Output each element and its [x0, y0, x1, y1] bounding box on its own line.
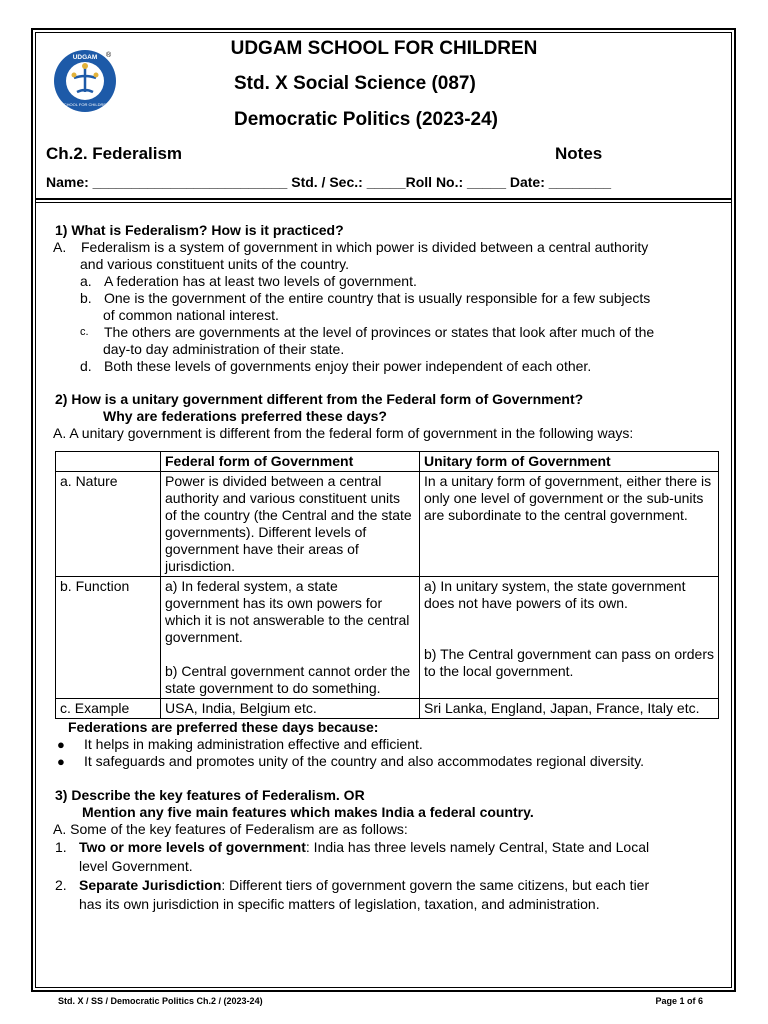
feature-marker: 2. — [55, 877, 67, 893]
cell-para: a) In federal system, a state government has its own powers for which it is not answerable to the central government. — [165, 578, 410, 645]
answer-2: A. A unitary government is different from the federal form of government in the following ways: — [53, 425, 634, 441]
logo-text-top: UDGAM — [72, 54, 98, 61]
bullet-text: It helps in making administration effective and efficient. — [84, 736, 423, 752]
subject-title: Std. X Social Science (087) — [234, 73, 476, 94]
answer-1-text: Federalism is a system of government in which power is divided between a central authority — [81, 239, 649, 255]
table-cell — [161, 577, 420, 699]
page-number: Page 1 of 6 — [655, 996, 703, 1006]
question-1: 1) What is Federalism? How is it practiced? — [55, 222, 344, 238]
cell-para: b) The Central government can pass on orders to the local government. — [424, 646, 715, 679]
student-info-line: Name: _________________________ Std. / Sec.: _____Roll No.: _____ Date: ________ — [46, 174, 612, 190]
bullet-item — [55, 753, 715, 770]
footer-left: Std. X / SS / Democratic Politics Ch.2 / (2023-24) — [58, 996, 263, 1006]
feature-text: : India has three levels namely Central, State and Local — [305, 839, 650, 855]
feature-text-cont: has its own jurisdiction in specific matters of legislation, taxation, and administration. — [79, 896, 600, 912]
table-row — [56, 699, 719, 719]
answer-3: A. Some of the key features of Federalism are as follows: — [53, 821, 408, 837]
chapter-title: Ch.2. Federalism — [46, 144, 183, 163]
list-marker: c. — [80, 326, 89, 338]
school-name: UDGAM SCHOOL FOR CHILDREN — [230, 38, 538, 59]
comparison-table — [55, 451, 719, 719]
header-separator — [35, 198, 732, 200]
bullet-icon: ● — [57, 737, 65, 752]
question-2: 2) How is a unitary government different from the Federal form of Government? — [55, 391, 584, 407]
cell-para: a) In unitary system, the state government does not have powers of its own. — [424, 578, 686, 611]
list-text-cont: day-to day administration of their state. — [103, 341, 345, 357]
table-cell: Power is divided between a central authority and various constituent units of the country (the Central and the state governments). Different levels of government have their areas of jurisdiction. — [161, 472, 420, 577]
list-marker: b. — [80, 290, 92, 306]
registered-mark: ® — [106, 52, 112, 59]
list-item — [55, 290, 715, 307]
question-3-cont: Mention any five main features which makes India a federal country. — [82, 804, 534, 820]
table-cell — [420, 577, 719, 699]
feature-item — [55, 838, 715, 857]
list-item — [55, 358, 715, 375]
table-row — [56, 577, 719, 699]
feature-title: Separate Jurisdiction — [79, 877, 222, 893]
list-text: A federation has at least two levels of government. — [104, 273, 417, 289]
preferred-heading: Federations are preferred these days because: — [68, 719, 379, 735]
answer-marker: A. — [53, 239, 67, 255]
feature-text-cont: level Government. — [79, 858, 193, 874]
table-cell: b. Function — [56, 577, 161, 699]
list-text-cont: of common national interest. — [103, 307, 279, 323]
cell-para: b) Central government cannot order the state government to do something. — [165, 663, 411, 696]
list-marker: d. — [80, 358, 92, 374]
book-title: Democratic Politics (2023-24) — [234, 109, 499, 130]
list-item — [55, 324, 715, 341]
question-2-cont: Why are federations preferred these days? — [103, 408, 387, 424]
list-text: The others are governments at the level of provinces or states that look after much of the — [104, 324, 655, 340]
table-header: Federal form of Government — [161, 452, 420, 472]
table-header — [56, 452, 161, 472]
feature-title: Two or more levels of government — [79, 839, 306, 855]
feature-item — [55, 876, 715, 895]
table-header-row — [56, 452, 719, 472]
notes-label: Notes — [555, 144, 603, 163]
table-cell: In a unitary form of government, either there is only one level of government or the sub-units are subordinate to the central government. — [420, 472, 719, 577]
bullet-icon: ● — [57, 754, 65, 769]
table-cell: Sri Lanka, England, Japan, France, Italy etc. — [420, 699, 719, 719]
feature-text: : Different tiers of government govern the same citizens, but each tier — [221, 877, 650, 893]
list-text: One is the government of the entire country that is usually responsible for a few subjects — [104, 290, 651, 306]
question-3: 3) Describe the key features of Federalism. OR — [55, 787, 365, 803]
table-cell: a. Nature — [56, 472, 161, 577]
bullet-item — [55, 736, 715, 753]
list-marker: a. — [80, 273, 92, 289]
answer-1-cont: and various constituent units of the country. — [80, 256, 350, 272]
list-text: Both these levels of governments enjoy their power independent of each other. — [104, 358, 592, 374]
feature-marker: 1. — [55, 839, 67, 855]
logo-text-bottom: SCHOOL FOR CHILDREN — [61, 102, 109, 107]
table-cell: c. Example — [56, 699, 161, 719]
table-header: Unitary form of Government — [420, 452, 719, 472]
bullet-text: It safeguards and promotes unity of the country and also accommodates regional diversity. — [84, 753, 645, 769]
answer-1 — [53, 239, 715, 256]
table-row — [56, 472, 719, 577]
table-cell: USA, India, Belgium etc. — [161, 699, 420, 719]
list-item — [55, 273, 715, 290]
page-content — [55, 222, 715, 914]
header-separator-thin — [35, 202, 732, 203]
